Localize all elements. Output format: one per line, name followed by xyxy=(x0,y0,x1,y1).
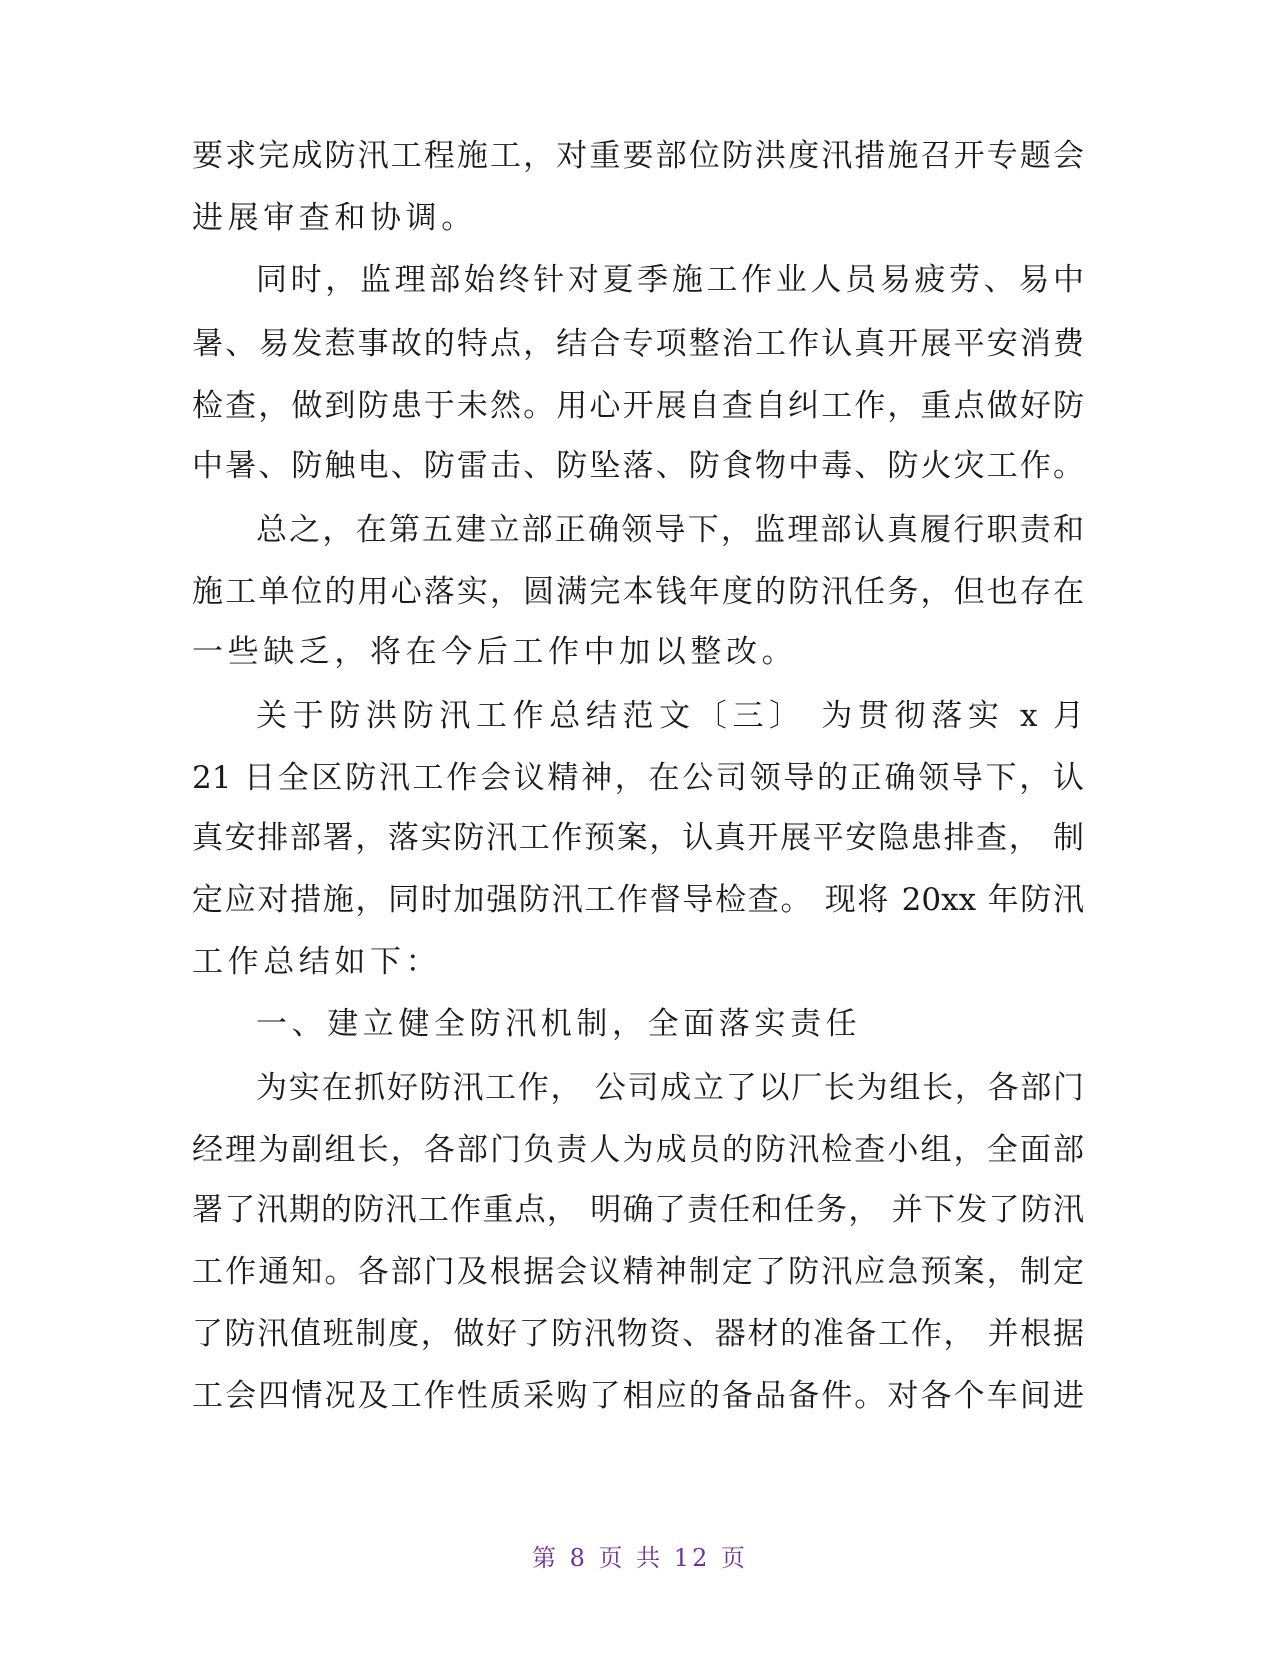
text-line: 同时，监理部始终针对夏季施工作业人员易疲劳、易中 xyxy=(256,262,1084,298)
text-line: 中暑、防触电、防雷击、防坠落、防食物中毒、防火灾工作。 xyxy=(192,448,1084,484)
text-line: 了防汛值班制度，做好了防汛物资、器材的准备工作， 并根据 xyxy=(192,1316,1084,1352)
page-number-footer: 第 8 页 共 12 页 xyxy=(532,1544,748,1572)
text-line: 一些缺乏，将在今后工作中加以整改。 xyxy=(192,634,798,670)
text-line: 工作总结如下： xyxy=(192,944,442,980)
text-line: 关于防洪防汛工作总结范文〔三〕 为贯彻落实 x 月 xyxy=(256,698,1084,734)
text-line: 检查，做到防患于未然。用心开展自查自纠工作，重点做好防 xyxy=(192,388,1084,424)
text-line: 工会四情况及工作性质采购了相应的备品备件。对各个车间进 xyxy=(192,1378,1084,1414)
text-line: 总之，在第五建立部正确领导下，监理部认真履行职责和 xyxy=(256,512,1084,548)
text-line: 为实在抓好防汛工作， 公司成立了以厂长为组长，各部门 xyxy=(256,1070,1084,1106)
text-line: 真安排部署，落实防汛工作预案，认真开展平安隐患排查， 制 xyxy=(192,820,1084,856)
text-line: 进展审查和协调。 xyxy=(192,200,477,236)
text-line: 施工单位的用心落实，圆满完本钱年度的防汛任务，但也存在 xyxy=(192,574,1084,610)
text-line: 署了汛期的防汛工作重点， 明确了责任和任务， 并下发了防汛 xyxy=(192,1192,1084,1228)
section-heading: 一、建立健全防汛机制，全面落实责任 xyxy=(256,1006,862,1042)
text-line: 定应对措施，同时加强防汛工作督导检查。 现将 20xx 年防汛 xyxy=(192,882,1084,918)
text-line: 要求完成防汛工程施工，对重要部位防洪度汛措施召开专题会 xyxy=(192,138,1084,174)
text-line: 暑、易发惹事故的特点，结合专项整治工作认真开展平安消费 xyxy=(192,326,1084,362)
text-line: 工作通知。各部门及根据会议精神制定了防汛应急预案，制定 xyxy=(192,1254,1084,1290)
text-line: 21 日全区防汛工作会议精神，在公司领导的正确领导下，认 xyxy=(192,760,1084,796)
text-line: 经理为副组长，各部门负责人为成员的防汛检查小组，全面部 xyxy=(192,1132,1084,1168)
